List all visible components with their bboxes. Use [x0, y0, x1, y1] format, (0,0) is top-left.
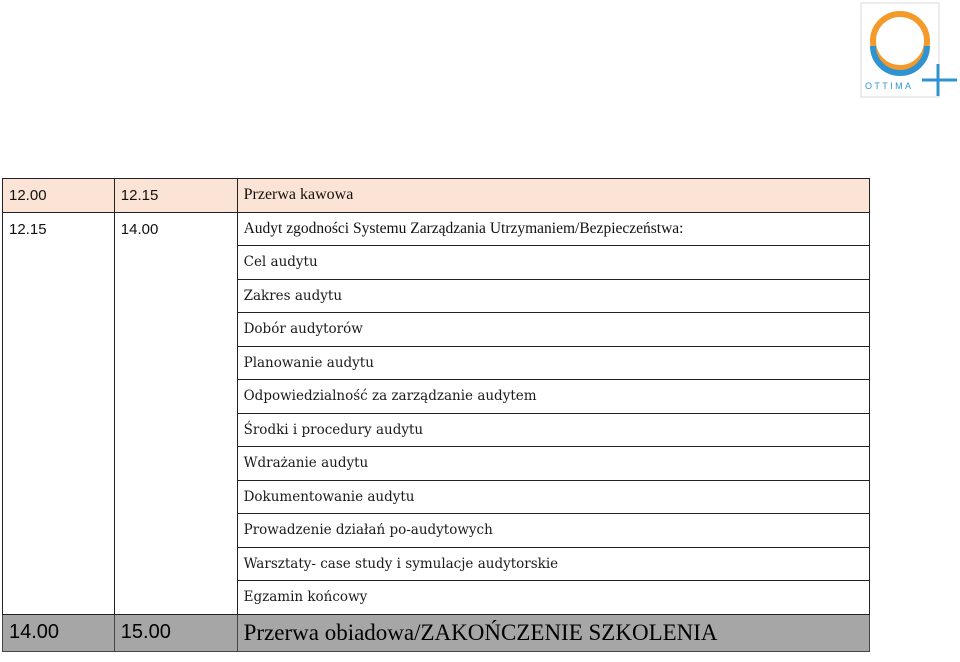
- start-time: 12.15: [3, 212, 115, 614]
- schedule-row-closing: [3, 614, 870, 651]
- session-title: Przerwa obiadowa/ZAKOŃCZENIE SZKOLENIA: [237, 614, 869, 651]
- topic-item: Odpowiedzialność za zarządzanie audytem: [237, 380, 869, 414]
- end-time: 14.00: [114, 212, 237, 614]
- topic-item: Egzamin końcowy: [237, 581, 869, 615]
- end-time: 15.00: [114, 614, 237, 651]
- schedule-table: [2, 178, 870, 652]
- topic-item: Środki i procedury audytu: [237, 413, 869, 447]
- topic-item: Warsztaty- case study i symulacje audytorskie: [237, 547, 869, 581]
- session-title: Audyt zgodności Systemu Zarządzania Utrzymaniem/Bezpieczeństwa:: [237, 212, 869, 246]
- end-time: 12.15: [114, 179, 237, 213]
- logo-wordmark: OTTIMA: [865, 81, 914, 91]
- topic-item: Dobór audytorów: [237, 313, 869, 347]
- logo-ring-orange: [873, 14, 927, 68]
- ottima-logo: [860, 2, 958, 98]
- topic-item: Zakres audytu: [237, 279, 869, 313]
- start-time: 14.00: [3, 614, 115, 651]
- topic-item: Planowanie audytu: [237, 346, 869, 380]
- start-time: 12.00: [3, 179, 115, 213]
- schedule-row-audit: [3, 212, 870, 246]
- topic-item: Wdrażanie audytu: [237, 447, 869, 481]
- session-title: Przerwa kawowa: [237, 179, 869, 213]
- topic-item: Cel audytu: [237, 246, 869, 280]
- schedule-row-coffee-break: [3, 179, 870, 213]
- topic-item: Prowadzenie działań po-audytowych: [237, 514, 869, 548]
- topic-item: Dokumentowanie audytu: [237, 480, 869, 514]
